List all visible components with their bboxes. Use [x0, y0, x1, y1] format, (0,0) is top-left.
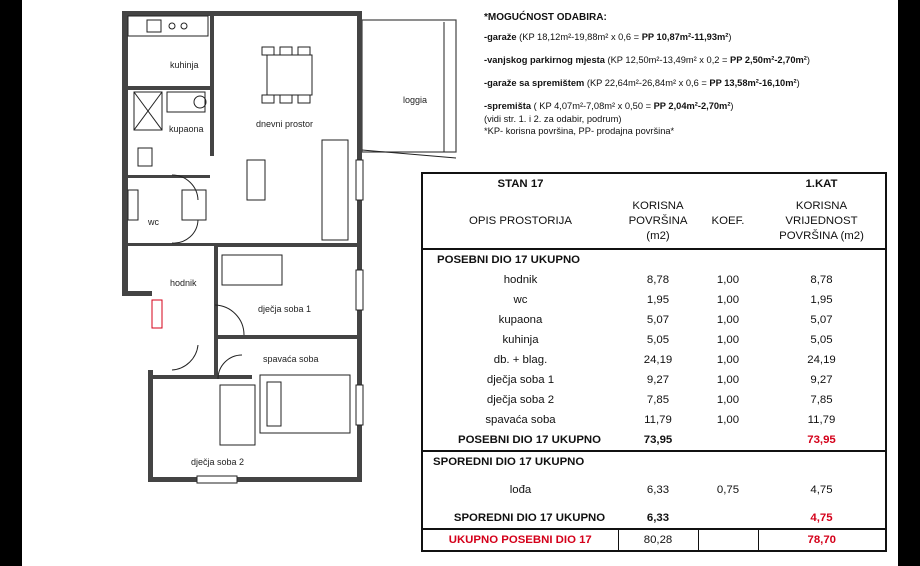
note-label: -vanjskog parkirnog mjesta: [484, 55, 605, 65]
row-coef: 1,00: [716, 374, 740, 386]
subtotal-value: 73,95: [758, 430, 886, 451]
subtotal-row: [422, 508, 886, 529]
row-name: dječja soba 2: [422, 390, 618, 410]
subtotal-label: SPOREDNI DIO 17 UKUPNO: [422, 508, 618, 529]
room-label-loggia: loggia: [403, 95, 428, 105]
table-row: [422, 410, 886, 430]
row-name: hodnik: [422, 270, 618, 290]
total-area: 80,28: [618, 529, 698, 551]
row-area: 1,95: [646, 294, 670, 306]
header-area-line: (m2): [646, 229, 670, 242]
row-value: 1,95: [758, 290, 886, 310]
row-area: 6,33: [646, 484, 670, 496]
row-value: 9,27: [758, 370, 886, 390]
row-area: 8,78: [646, 274, 670, 286]
note-detail: (KP 18,12m²-19,88m² x 0,6 =: [516, 32, 642, 42]
row-coef: 1,00: [716, 354, 740, 366]
room-label-kuhinja: kuhinja: [170, 60, 199, 70]
header-desc: OPIS PROSTORIJA: [422, 194, 618, 249]
note-label: -garaže: [484, 32, 517, 42]
row-value: 5,07: [758, 310, 886, 330]
subtotal-value: 4,75: [758, 508, 886, 529]
row-coef: 1,00: [716, 334, 740, 346]
row-coef: 1,00: [716, 274, 740, 286]
note-line: [484, 54, 884, 66]
row-name: spavaća soba: [422, 410, 618, 430]
row-name: wc: [422, 290, 618, 310]
row-coef: 1,00: [716, 314, 740, 326]
floor-name: 1.KAT: [758, 173, 886, 194]
row-name: dječja soba 1: [422, 370, 618, 390]
row-area: 7,85: [646, 394, 670, 406]
row-name: kupaona: [422, 310, 618, 330]
table-row: [422, 370, 886, 390]
table-row: [422, 270, 886, 290]
note-sub-2: *KP- korisna površina, PP- prodajna površina*: [484, 126, 675, 136]
subtotal-label: POSEBNI DIO 17 UKUPNO: [422, 430, 618, 451]
row-value: 8,78: [758, 270, 886, 290]
room-label-wc: wc: [148, 217, 159, 227]
row-value: 5,05: [758, 330, 886, 350]
notes-title: *MOGUĆNOST ODABIRA:: [484, 12, 607, 23]
note-end: ): [796, 78, 800, 88]
row-name: kuhinja: [422, 330, 618, 350]
note-end: ): [806, 55, 810, 65]
room-label-djecja-soba-1: dječja soba 1: [258, 304, 312, 314]
row-coef: 1,00: [716, 294, 740, 306]
header-value-line: KORISNA: [795, 199, 848, 212]
room-label-spavaca-soba: spavaća soba: [263, 354, 319, 364]
row-area: 9,27: [646, 374, 670, 386]
table-row: [422, 390, 886, 410]
row-area: 5,07: [646, 314, 670, 326]
row-area: 5,05: [646, 334, 670, 346]
note-detail: ( KP 4,07m²-7,08m² x 0,50 =: [531, 101, 654, 111]
note-detail: (KP 22,64m²-26,84m² x 0,6 =: [584, 78, 710, 88]
total-value: 78,70: [758, 529, 886, 551]
note-end: ): [728, 32, 732, 42]
subtotal-row: [422, 430, 886, 451]
note-label: -garaže sa spremištem: [484, 78, 585, 88]
header-area-line: KORISNA: [632, 199, 684, 212]
header-value-line: POVRŠINA (m2): [779, 229, 864, 242]
row-coef: 0,75: [716, 484, 740, 496]
note-result: PP 13,58m²-16,10m²: [709, 78, 797, 88]
row-area: 11,79: [644, 414, 672, 426]
room-label-kupaona: kupaona: [169, 124, 204, 134]
row-value: 11,79: [758, 410, 886, 430]
row-name: lođa: [422, 472, 618, 508]
total-label: UKUPNO POSEBNI DIO 17: [422, 529, 618, 551]
note-line: [484, 77, 884, 89]
total-row: [422, 529, 886, 551]
room-label-dnevni-prostor: dnevni prostor: [256, 119, 314, 129]
floor-plan-drawing: [22, 0, 482, 566]
note-detail: (KP 12,50m²-13,49m² x 0,2 =: [604, 55, 731, 65]
room-label-hodnik: hodnik: [170, 278, 197, 288]
area-table: [421, 172, 887, 552]
unit-name: STAN 17: [422, 173, 618, 194]
table-row: [422, 290, 886, 310]
note-line: [484, 31, 884, 43]
header-value-line: VRIJEDNOST: [785, 214, 858, 227]
header-coef: KOEF.: [698, 194, 758, 249]
row-area: 24,19: [643, 354, 673, 366]
row-value: 4,75: [758, 472, 886, 508]
section-title: SPOREDNI DIO 17 UKUPNO: [422, 451, 618, 472]
row-coef: 1,00: [716, 394, 740, 406]
section-title: POSEBNI DIO 17 UKUPNO: [422, 249, 618, 270]
header-area-line: POVRŠINA: [628, 214, 688, 227]
table-row: [422, 310, 886, 330]
subtotal-area: 73,95: [643, 434, 673, 446]
row-name: db. + blag.: [422, 350, 618, 370]
floor-plan: [22, 0, 482, 566]
note-end: ): [730, 101, 734, 111]
header-area: [618, 194, 698, 249]
row-value: 7,85: [758, 390, 886, 410]
options-notes: [484, 12, 884, 137]
note-result: PP 2,50m²-2,70m²: [730, 55, 807, 65]
note-sub-1: (vidi str. 1. i 2. za odabir, podrum): [484, 114, 622, 124]
subtotal-area: 6,33: [646, 512, 670, 524]
row-coef: 1,00: [716, 414, 740, 426]
table-row: [422, 350, 886, 370]
row-value: 24,19: [758, 350, 886, 370]
note-result: PP 10,87m²-11,93m²: [641, 32, 729, 42]
sheet: [22, 0, 898, 566]
note-result: PP 2,04m²-2,70m²: [653, 101, 731, 111]
table-row: [422, 472, 886, 508]
note-label: -spremišta: [484, 101, 532, 111]
table-row: [422, 330, 886, 350]
note-line: [484, 100, 884, 112]
header-value: [758, 194, 886, 249]
room-label-djecja-soba-2: dječja soba 2: [191, 457, 245, 467]
